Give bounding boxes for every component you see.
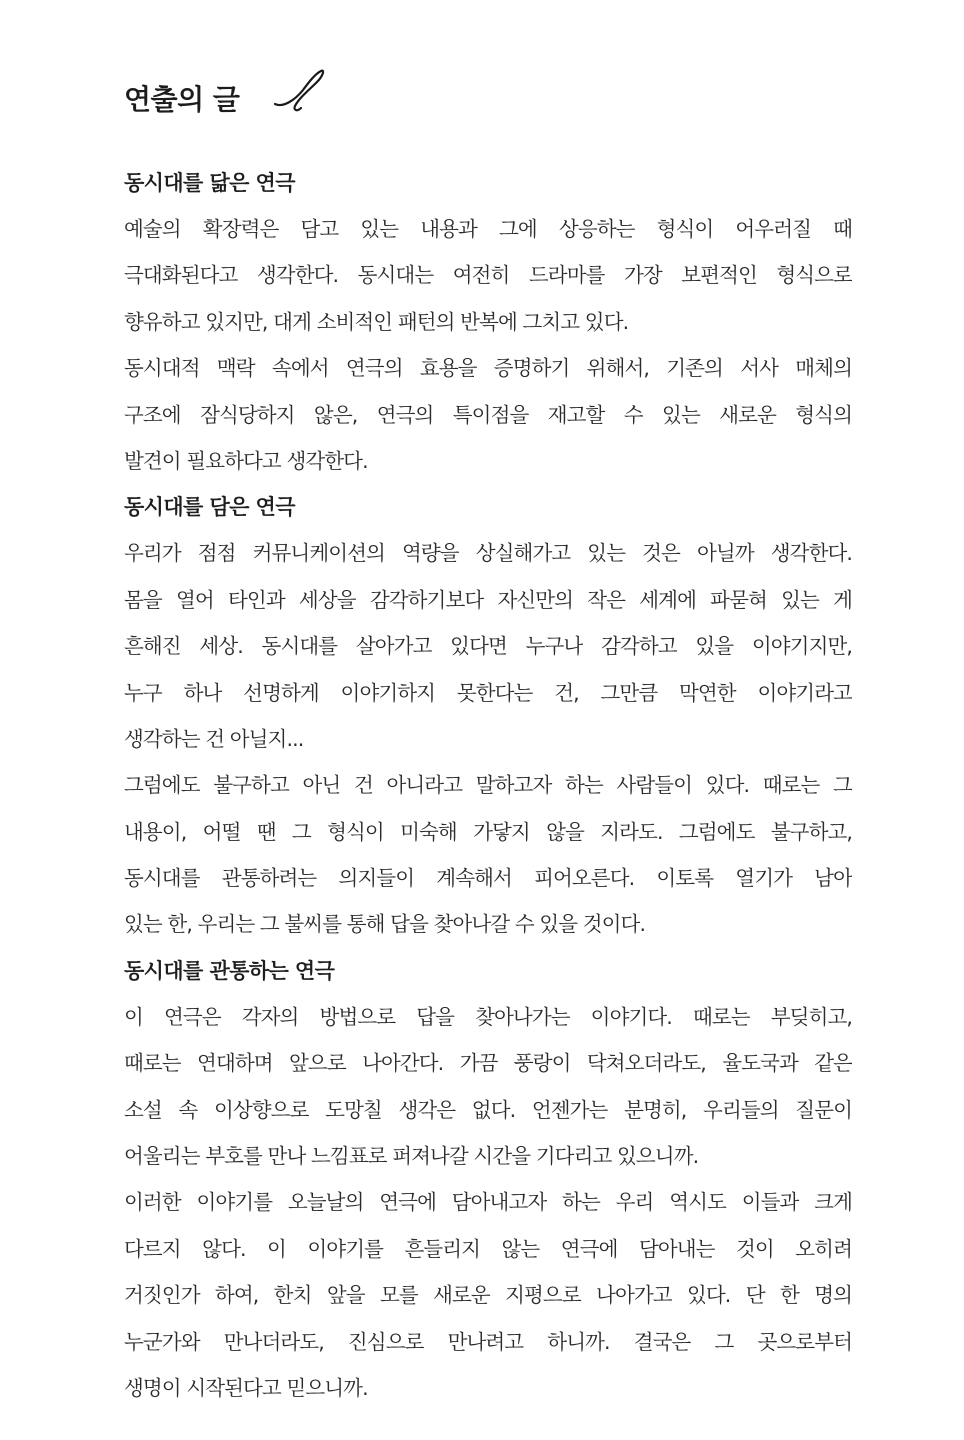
paragraph-line: 생각하는 건 아닐지...: [124, 726, 304, 751]
body-paragraph: [124, 762, 852, 948]
paragraph-line: 예술의 확장력은 담고 있는 내용과 그에 상응하는 형식이 어우러질 때: [124, 217, 852, 241]
title-row: [124, 66, 852, 116]
section-heading: 동시대를 관통하는 연극: [124, 958, 335, 983]
paragraph-line: 우리가 점점 커뮤니케이션의 역량을 상실해가고 있는 것은 아닐까 생각한다.: [124, 541, 852, 566]
paragraph-line: 그럼에도 불구하고 아닌 건 아니라고 말하고자 하는 사람들이 있다. 때로는 그: [124, 773, 852, 798]
paragraph-line: 때로는 연대하며 앞으로 나아간다. 가끔 풍랑이 닥쳐오더라도, 율도국과 같은: [124, 1051, 852, 1076]
section-3: [124, 948, 852, 1412]
paragraph-line: 누군가와 만나더라도, 진심으로 만나려고 하니까. 결국은 그 곳으로부터: [124, 1329, 852, 1354]
section-heading: 동시대를 담은 연극: [124, 495, 295, 520]
section-1: [124, 160, 852, 484]
body-paragraph: [124, 206, 852, 345]
paragraph-line: 어울리는 부호를 만나 느낌표로 퍼져나갈 시간을 기다리고 있으니까.: [124, 1144, 699, 1169]
paragraph-line: 이러한 이야기를 오늘날의 연극에 담아내고자 하는 우리 역시도 이들과 크게: [124, 1190, 852, 1215]
paragraph-line: 있는 한, 우리는 그 불씨를 통해 답을 찾아나갈 수 있을 것이다.: [124, 912, 646, 937]
paragraph-line: 다르지 않다. 이 이야기를 흔들리지 않는 연극에 담아내는 것이 오히려: [124, 1236, 852, 1261]
paragraph-line: 구조에 잠식당하지 않은, 연극의 특이점을 재고할 수 있는 새로운 형식의: [124, 402, 852, 427]
body-paragraph: [124, 994, 852, 1180]
paragraph-line: 내용이, 어떨 땐 그 형식이 미숙해 가닿지 않을 지라도. 그럼에도 불구하고,: [124, 819, 852, 844]
paragraph-line: 몸을 열어 타인과 세상을 감각하기보다 자신만의 작은 세계에 파묻혀 있는 게: [124, 587, 852, 612]
paragraph-line: 흔해진 세상. 동시대를 살아가고 있다면 누구나 감각하고 있을 이야기지만,: [124, 634, 852, 659]
paragraph-line: 동시대를 관통하려는 의지들이 계속해서 피어오른다. 이토록 열기가 남아: [124, 866, 852, 891]
paragraph-line: 소설 속 이상향으로 도망칠 생각은 없다. 언젠가는 분명히, 우리들의 질문이: [124, 1097, 852, 1122]
paragraph-line: 누구 하나 선명하게 이야기하지 못한다는 건, 그만큼 막연한 이야기라고: [124, 680, 852, 705]
paragraph-line: 생명이 시작된다고 믿으니까.: [124, 1375, 368, 1400]
sections-container: [124, 160, 852, 1411]
page-title: 연출의 글: [124, 83, 240, 116]
paragraph-line: 극대화된다고 생각한다. 동시대는 여전히 드라마를 가장 보편적인 형식으로: [124, 263, 852, 288]
paragraph-line: 발견이 필요하다고 생각한다.: [124, 448, 368, 473]
pen-squiggle-icon: [273, 68, 327, 116]
section-2: [124, 484, 852, 948]
paragraph-line: 동시대적 맥락 속에서 연극의 효용을 증명하기 위해서, 기존의 서사 매체의: [124, 356, 852, 381]
paragraph-line: 거짓인가 하여, 한치 앞을 모를 새로운 지평으로 나아가고 있다. 단 한 명의: [124, 1283, 852, 1308]
paragraph-line: 이 연극은 각자의 방법으로 답을 찾아나가는 이야기다. 때로는 부딪히고,: [124, 1004, 852, 1029]
body-paragraph: [124, 1179, 852, 1411]
body-paragraph: [124, 530, 852, 762]
body-paragraph: [124, 345, 852, 484]
paragraph-line: 향유하고 있지만, 대게 소비적인 패턴의 반복에 그치고 있다.: [124, 309, 629, 334]
section-heading: 동시대를 닮은 연극: [124, 171, 295, 195]
